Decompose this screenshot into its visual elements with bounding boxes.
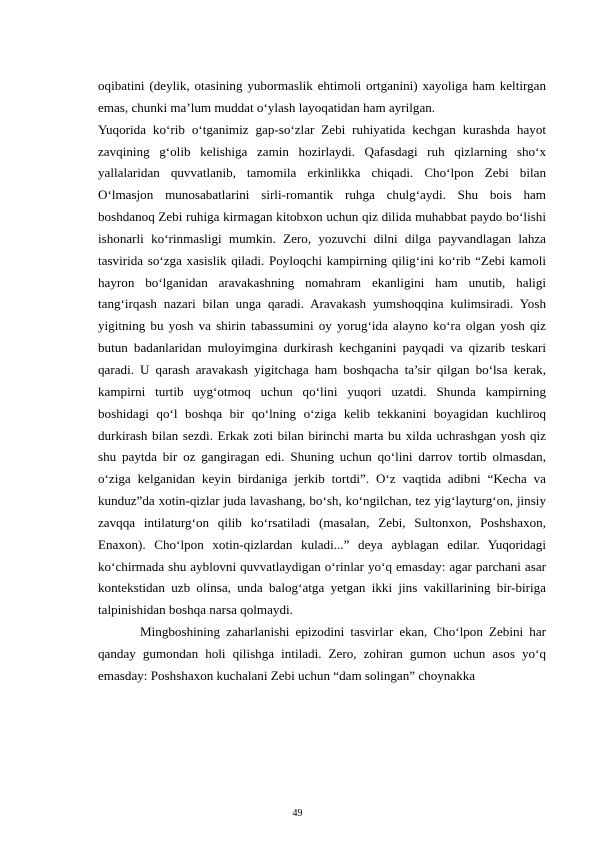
body-text: [98, 75, 546, 687]
paragraph-indented: Mingboshining zaharlanishi epizodini tasvirlar ekan, Cho‘lpon Zebini har qanday gumondan holi qilishga intiladi. Zero, zohiran gumon uchun asos yo‘q emasday: Poshshaxon kuchalani Zebi uchun “dam solingan” choynakka: [98, 624, 546, 683]
paragraph: Yuqorida ko‘rib o‘tganimiz gap-so‘zlar Zebi ruhiyatida kechgan kurashda hayot zavqining g‘olib kelishiga zamin hozirlaydi. Qafasdagi ruh qizlarning sho‘x yallalaridan quvvatlanib, tamomila erkinlikka chiqadi. Cho‘lpon Zebi bilan O‘lmasjon munosabatlarini sirli-romantik ruhga chulg‘aydi. Shu bois ham boshdanoq Zebi ruhiga kirmagan kitobxon uchun qiz dilida muhabbat paydo bo‘lishi ishonarli ko‘rinmasligi mumkin. Zero, yozuvchi dilni dilga payvandlagan lahza tasvirida so‘zga xasislik qiladi. Poyloqchi kampirning qilig‘ini ko‘rib “Zebi kamoli hayron bo‘lganidan aravakashning nomahram ekanligini ham unutib, haligi tang‘irqash nazari bilan unga qaradi. Aravakash yumshoqqina kulimsiradi. Yosh yigitning bu yosh va shirin tabassumini oy yorug‘ida alayno ko‘ra olgan yosh qiz butun badanlaridan muloyimgina durkirash kechganini payqadi va qizarib teskari qaradi. U qarash aravakash yigitchaga ham boshqacha ta’sir qilgan bo‘lsa kerak, kampirni turtib uyg‘otmoq uchun qo‘lini yuqori uzatdi. Shunda kampirning boshidagi qo‘l boshqa bir qo‘lning o‘ziga kelib tekkanini boyagidan kuchliroq durkirash bilan sezdi. Erkak zoti bilan birinchi marta bu xilda uchrashgan yosh qiz shu paytda bir oz gangiragan edi. Shuning uchun qo‘lini darrov tortib olmasdan, o‘ziga kelganidan keyin birdaniga jerkib tortdi”. O‘z vaqtida adibni “Kecha va kunduz”da xotin-qizlar juda lavashang, bo‘sh, ko‘ngilchan, tez yig‘layturg‘on, jinsiy zavqqa intilaturg‘on qilib ko‘rsatiladi (masalan, Zebi, Sultonxon, Poshshaxon, Enaxon). Cho‘lpon xotin-qizlardan kuladi...” deya ayblagan edilar. Yuqoridagi ko‘chirmada shu ayblovni quvvatlaydigan o‘rinlar yo‘q emasday: agar parchani asar kontekstidan uzb olinsa, unda balog‘atga yetgan ikki jins vakillarining bir-biriga talpinishidan boshqa narsa qolmaydi.: [98, 121, 546, 618]
page-number: 49: [292, 808, 303, 819]
paragraph-continuation: oqibatini (deylik, otasining yubormaslik ehtimoli ortganini) xayoliga ham keltirgan emas, chunki ma’lum muddat o‘ylash layoqatidan ham ayrilgan.: [98, 78, 546, 115]
